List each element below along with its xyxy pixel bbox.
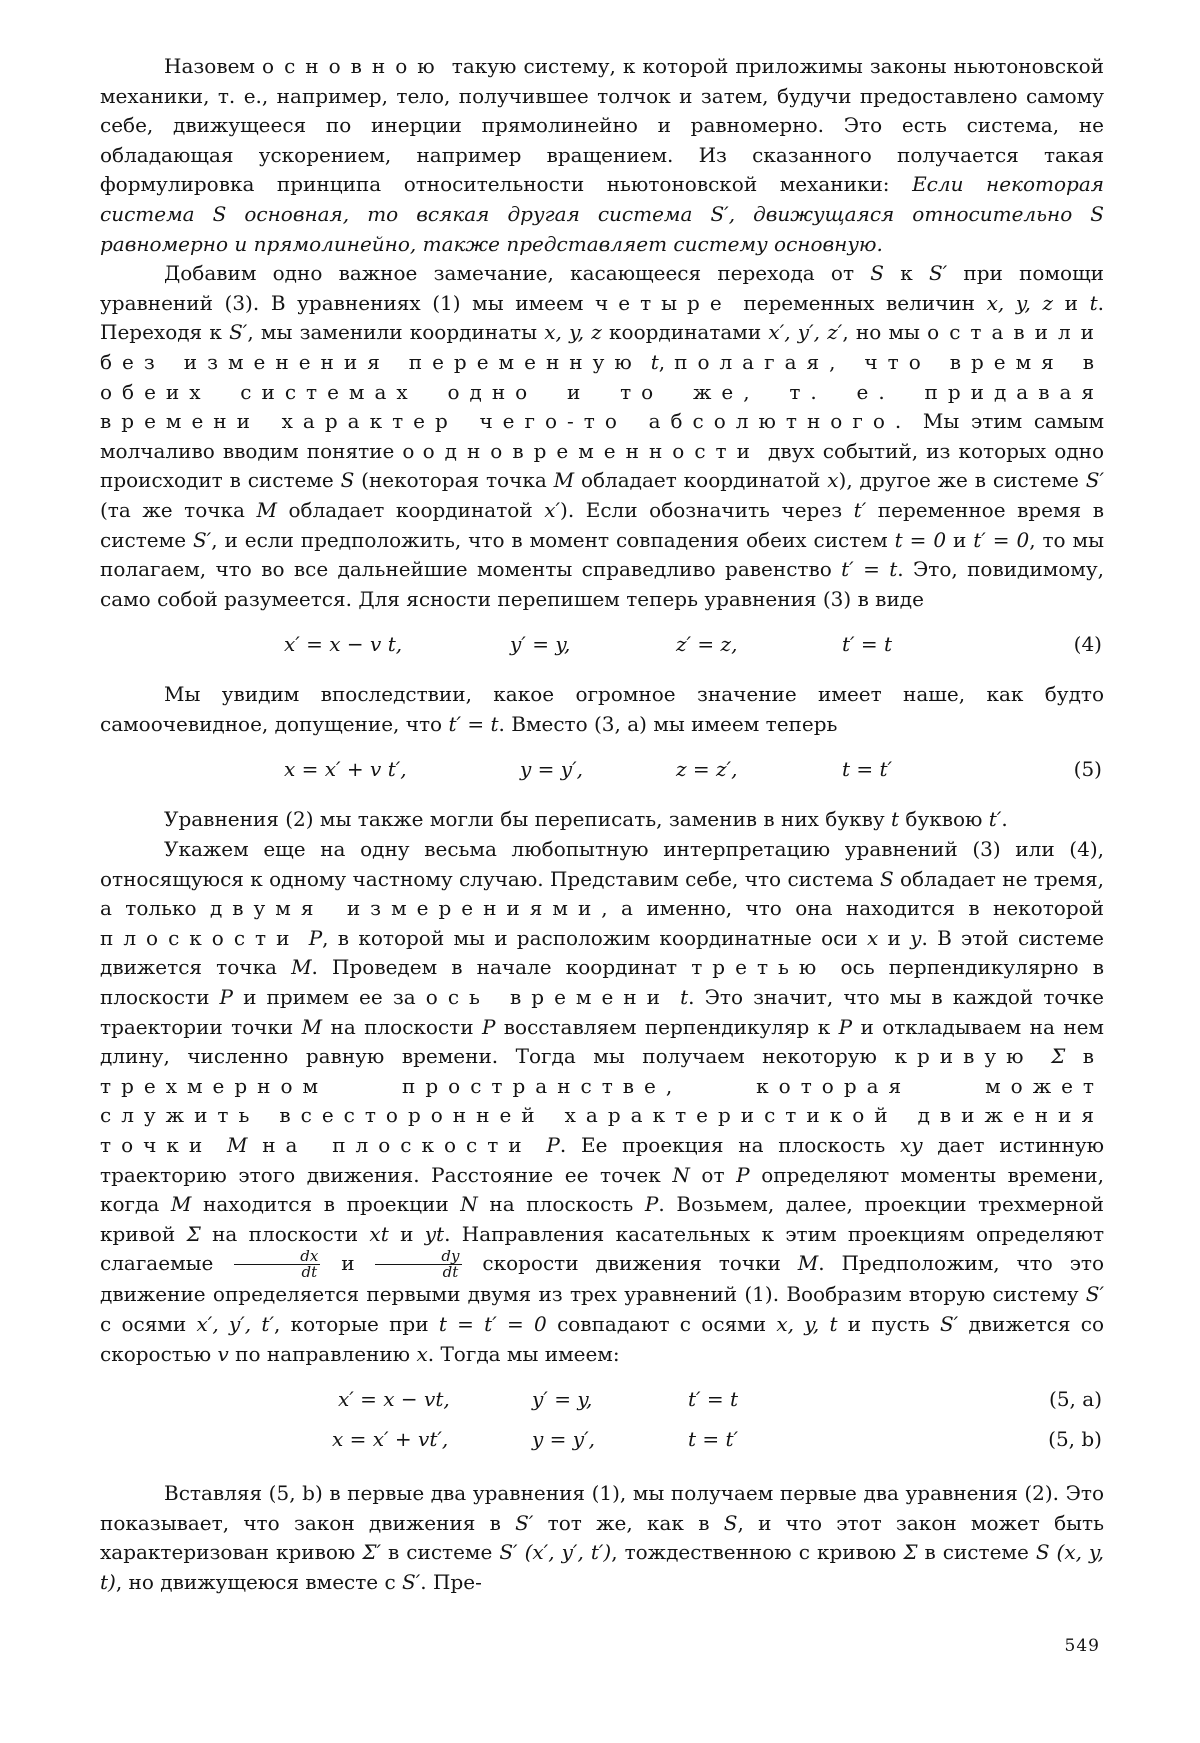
equation-term: y′ = y, [532, 1387, 593, 1412]
text: . Проведем в начале координат [311, 955, 692, 980]
spaced-term: оставили без изменения переменную [100, 320, 1105, 374]
math: S′ [1085, 1282, 1104, 1307]
math: M [301, 1014, 323, 1039]
text: по направлению [228, 1341, 417, 1366]
text: и [946, 527, 974, 552]
fraction-dy-dt [375, 1249, 461, 1280]
denominator: dt [301, 1263, 318, 1282]
text: к [883, 261, 929, 286]
text: Укажем еще на одну весьма любопытную интерпретацию уравнений (3) или (4), относящуюся к одному частному случаю. Представим себе, что система [100, 837, 1104, 891]
math: y [910, 925, 922, 950]
text: тот же, как в [533, 1510, 724, 1535]
equation-number: (5, b) [1048, 1427, 1102, 1452]
text: . Вместо (3, a) мы имеем теперь [498, 711, 838, 736]
paragraph-definition [100, 52, 1104, 259]
text: в системе [381, 1540, 500, 1565]
text: в системе [917, 1540, 1036, 1565]
text: Мы этим самым молчаливо вводим понятие о [100, 409, 1105, 463]
text: . Предположим, что это движение определяется первыми двумя из трех уравнений (1). Вообразим вторую систему [100, 1251, 1105, 1307]
text: ось перпендикулярно в плоскости [100, 955, 1104, 1010]
text: восставляем перпендикуляр к [495, 1014, 839, 1039]
math: x, y, z [986, 290, 1054, 315]
text: и [324, 1251, 372, 1276]
equation-number: (5) [1073, 757, 1102, 782]
math: S′ [192, 527, 212, 552]
text [1034, 1044, 1052, 1068]
math: x [866, 925, 879, 950]
equation-term: z′ = z, [676, 632, 738, 657]
text: . [1001, 807, 1008, 832]
text: (та же точка [100, 497, 257, 522]
text [299, 926, 308, 950]
math: t′ = 0 [973, 527, 1030, 552]
text: , мы заменили координаты [247, 320, 545, 345]
paragraph-interpretation [100, 835, 1104, 1369]
equation-term: x′ = x − vt, [338, 1387, 450, 1412]
math: t′ [988, 807, 1002, 832]
spaced-term: полагая, что время в обеих системах одно и то же, т. е. придавая времени характер чего-то абсолютного. [100, 349, 1104, 434]
text [212, 1133, 227, 1157]
text: совпадают с осями [546, 1311, 777, 1336]
math: P [546, 1133, 560, 1157]
text: . Это, повидимому, само собой разумеется. Для ясности перепишем теперь уравнения (3) в виде [100, 557, 1104, 611]
text: переменных величин [731, 290, 987, 315]
equation-term: y′ = y, [510, 632, 571, 657]
text: двух событий, из которых одно происходит в системе [100, 438, 1104, 493]
math: S [870, 261, 884, 286]
text: . Возьмем, далее, проекции трехмерной кривой [100, 1192, 1104, 1246]
math: S′ [229, 320, 248, 345]
equation-term: x = x′ + v t′, [284, 757, 407, 782]
math: v [217, 1341, 229, 1366]
math: x′, y′, z′ [768, 320, 843, 345]
math: S′ (x′, y′, t′) [499, 1540, 612, 1565]
text: и [878, 925, 911, 950]
text: . Тогда мы имеем: [427, 1341, 620, 1366]
text [670, 985, 680, 1009]
text: . Направления касательных к этим проекциям определяют слагаемые [100, 1221, 1105, 1276]
spaced-term: третью [691, 955, 827, 980]
text [642, 350, 651, 374]
text: обладает координатой [574, 468, 828, 493]
equation-term: x′ = x − v t, [284, 632, 403, 657]
math: t [650, 349, 659, 374]
text: Вставляя (5, b) в первые два уравнения (1), мы получаем первые два уравнения (2). Это показывает, что закон движения в [100, 1481, 1104, 1535]
text: . Это значит, что мы в каждой точке траектории точки [100, 985, 1104, 1039]
math: S′ [1085, 468, 1104, 493]
math: M [553, 468, 575, 493]
math: S′ [939, 1311, 959, 1336]
math: Σ [1051, 1044, 1066, 1069]
equation-term: t = t′ [688, 1427, 739, 1452]
text: , которые при [274, 1311, 439, 1336]
equation-term: t′ = t [842, 632, 893, 657]
text: . Пре- [420, 1569, 482, 1594]
text: определяют моменты времени, когда [100, 1162, 1104, 1217]
math: S (x, y, t) [100, 1540, 1104, 1594]
math: P [838, 1014, 853, 1039]
math: Σ [186, 1221, 201, 1246]
math: P [644, 1192, 659, 1217]
math: xy [900, 1133, 923, 1157]
text [532, 1133, 547, 1157]
text: на плоскости [200, 1221, 370, 1246]
text: , [658, 349, 675, 374]
text: дает истинную траекторию этого движения. Расстояние ее точек [100, 1133, 1105, 1187]
math: S [879, 866, 894, 891]
text [247, 1133, 262, 1157]
spaced-term: кривую [894, 1044, 1034, 1069]
text: на плоскость [477, 1192, 645, 1217]
equation-number: (5, a) [1049, 1387, 1102, 1412]
numerator: dx [234, 1249, 320, 1265]
text: на плоскости [322, 1014, 482, 1039]
math: N [460, 1192, 478, 1217]
paragraph-equations-2 [100, 805, 1104, 835]
math: M [256, 497, 277, 522]
spaced-term: плоскости [100, 925, 300, 950]
math: t = t′ = 0 [438, 1311, 547, 1336]
text: , то мы полагаем, что во все дальнейшие моменты справедливо равенство [100, 527, 1104, 582]
equation-term: t′ = t [688, 1387, 739, 1412]
math: S [340, 468, 355, 493]
text: находится в проекции [191, 1192, 461, 1217]
math: t [891, 807, 900, 832]
text: и [1053, 290, 1090, 315]
text: Уравнения (2) мы также могли бы переписать, заменив в них букву [164, 807, 891, 832]
math: x′ [544, 497, 561, 522]
text: и откладываем на нем длину, численно равную времени. Тогда мы получаем некоторую [100, 1014, 1104, 1069]
spaced-term: четыре [595, 290, 732, 315]
text: скорости движения точки [465, 1251, 798, 1276]
text: ). Если обозначить через [560, 497, 854, 522]
spaced-term: на плоскости [262, 1133, 532, 1157]
math: Σ′ [362, 1540, 381, 1565]
math: N [672, 1162, 690, 1187]
math: yt [424, 1221, 445, 1246]
math: t [1089, 290, 1098, 315]
math: M [226, 1133, 248, 1157]
math: x, y, z [544, 320, 602, 345]
text: координатами [601, 320, 769, 345]
spaced-term: основною [262, 54, 445, 78]
text: такую систему, к которой приложимы законы ньютоновской механики, т. е., например, тело, получившее толчок и затем, будучи предоставлено самому себе, движущееся по инерции прямолинейно и равномерно. Это есть система, не обладающая ускорением, например вращением. Из сказанного получается такая формулировка принципа относительности ньютоновской механики: [100, 54, 1104, 197]
equation-term: y = y′, [520, 757, 583, 782]
paragraph-remark [100, 259, 1104, 614]
text: . В этой системе движется точка [100, 925, 1105, 980]
equation-4 [100, 630, 1104, 666]
math: x [416, 1341, 428, 1366]
text: Назовем [164, 54, 263, 78]
equation-number: (4) [1073, 632, 1102, 657]
paragraph-assumption [100, 680, 1104, 739]
text: , но мы [842, 320, 928, 345]
denominator: dt [442, 1263, 459, 1282]
text: . Переходя к [100, 290, 1105, 345]
text: обладает координатой [276, 497, 545, 522]
text: , и что этот закон может быть характеризован кривою [100, 1510, 1104, 1565]
equation-term: y = y′, [532, 1427, 595, 1452]
text: (некоторая точка [354, 468, 554, 493]
math: t′ [853, 497, 867, 522]
equation-5 [100, 755, 1104, 791]
math: t′ = t [448, 711, 499, 736]
equation-5a [100, 1385, 1104, 1421]
text: , и если предположить, что в момент совпадения обеих систем [211, 527, 895, 552]
text: , тождественною с кривою [611, 1540, 904, 1565]
math: t′ = t [841, 557, 898, 582]
text: , но движущеюся вместе с [115, 1569, 403, 1594]
text: и [388, 1221, 425, 1246]
math: Σ [903, 1540, 918, 1565]
text: , а именно, что она находится в некоторой [601, 896, 1104, 921]
fraction-dx-dt [234, 1249, 320, 1280]
text: ), другое же в системе [838, 468, 1086, 493]
math: x, y, t [776, 1311, 838, 1336]
math: x [827, 468, 839, 493]
spaced-term: двумя измерениями [209, 896, 602, 921]
math: P [481, 1014, 496, 1039]
spaced-term: ось времени [425, 985, 670, 1010]
principle-statement: Если некоторая система S основная, то всякая другая система S′, движущаяся относительно S равномерно и прямолинейно, также представляет систему основную. [100, 172, 1104, 256]
math: P [736, 1162, 750, 1187]
text: Добавим одно важное замечание, касающееся перехода от [164, 261, 871, 286]
text: от [689, 1162, 737, 1187]
text: буквою [899, 807, 989, 832]
text: переменное время в системе [100, 497, 1104, 552]
math: M [797, 1251, 819, 1276]
math: P [219, 985, 233, 1010]
math: S′ [402, 1569, 421, 1594]
text: , в которой мы и расположим координатные оси [322, 925, 867, 950]
text: при помощи уравнений (3). В уравнениях (1) мы имеем [100, 261, 1104, 315]
text: и примем ее за [233, 985, 426, 1010]
paragraph-conclusion [100, 1479, 1104, 1597]
math: M [291, 955, 312, 980]
equation-term: t = t′ [842, 757, 893, 782]
spaced-term: в трехмерном пространстве, которая может служить всесторонней характеристикой движения точки [100, 1044, 1104, 1157]
math: t [680, 985, 689, 1010]
equation-term: z = z′, [676, 757, 738, 782]
text: и пусть [837, 1311, 940, 1336]
math: S [723, 1510, 738, 1535]
math: P [308, 925, 323, 950]
text: движется со скоростью [100, 1311, 1104, 1366]
math: S′ [928, 261, 948, 286]
math: M [170, 1192, 192, 1217]
math: S′ [515, 1510, 534, 1535]
page-number: 549 [1064, 1636, 1100, 1656]
text: с осями [100, 1311, 197, 1336]
math: xt [369, 1221, 389, 1246]
spaced-term: одновременности [422, 438, 760, 463]
text: обладает не тремя, а только [100, 866, 1105, 921]
numerator: dy [375, 1249, 461, 1265]
text [1065, 1044, 1083, 1068]
math: x′, y′, t′ [196, 1311, 274, 1336]
equation-term: x = x′ + vt′, [332, 1427, 449, 1452]
equation-5b [100, 1425, 1104, 1461]
text: . Ее проекция на плоскость [559, 1133, 901, 1157]
text: Мы увидим впоследствии, какое огромное значение имеет наше, как будто самоочевидное, допущение, что [100, 682, 1104, 736]
math: t = 0 [894, 527, 947, 552]
